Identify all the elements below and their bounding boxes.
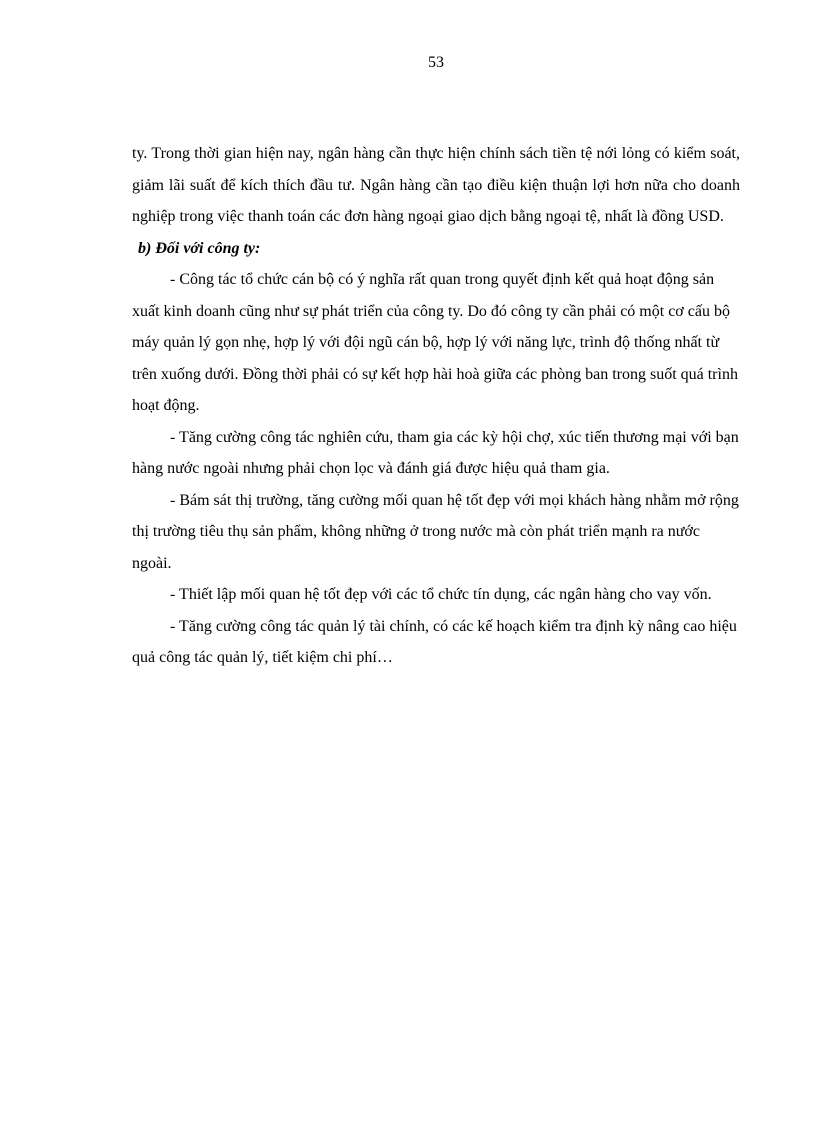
list-item-financial-management: - Tăng cường công tác quản lý tài chính, có các kế hoạch kiểm tra định kỳ nâng cao hiệu quả công tác quản lý, tiết kiệm chi phí…	[132, 617, 737, 666]
document-body	[132, 138, 740, 674]
list-item-research-trade-fairs: - Tăng cường công tác nghiên cứu, tham gia các kỳ hội chợ, xúc tiến thương mại với bạn hàng nước ngoài nhưng phải chọn lọc và đánh giá được hiệu quả tham gia.	[132, 428, 739, 477]
list-item-staff-organization: - Công tác tổ chức cán bộ có ý nghĩa rất quan trong quyết định kết quả hoạt động sản xuất kinh doanh cũng như sự phát triển của công ty. Do đó công ty cần phải có một cơ cấu bộ máy quản lý gọn nhẹ, hợp lý với đội ngũ cán bộ, hợp lý với năng lực, trình độ thống nhất từ trên xuống dưới. Đồng thời phải có sự kết hợp hài hoà giữa các phòng ban trong suốt quá trình hoạt động.	[132, 271, 738, 414]
page-number: 53	[428, 54, 444, 71]
intro-paragraph: ty. Trong thời gian hiện nay, ngân hàng cần thực hiện chính sách tiền tệ nới lỏng có kiểm soát, giảm lãi suất để kích thích đầu tư. Ngân hàng cần tạo điều kiện thuận lợi hơn nữa cho doanh nghiệp trong việc thanh toán các đơn hàng ngoại giao dịch bằng ngoại tệ, nhất là đồng USD.	[132, 145, 740, 225]
section-heading: b) Đối với công ty:	[138, 239, 261, 257]
list-item-market-expansion: - Bám sát thị trường, tăng cường mối quan hệ tốt đẹp với mọi khách hàng nhằm mở rộng thị trường tiêu thụ sản phẩm, không những ở trong nước mà còn phát triển mạnh ra nước ngoài.	[132, 491, 739, 572]
list-item-credit-relations: - Thiết lập mối quan hệ tốt đẹp với các tổ chức tín dụng, các ngân hàng cho vay vốn.	[170, 586, 712, 603]
